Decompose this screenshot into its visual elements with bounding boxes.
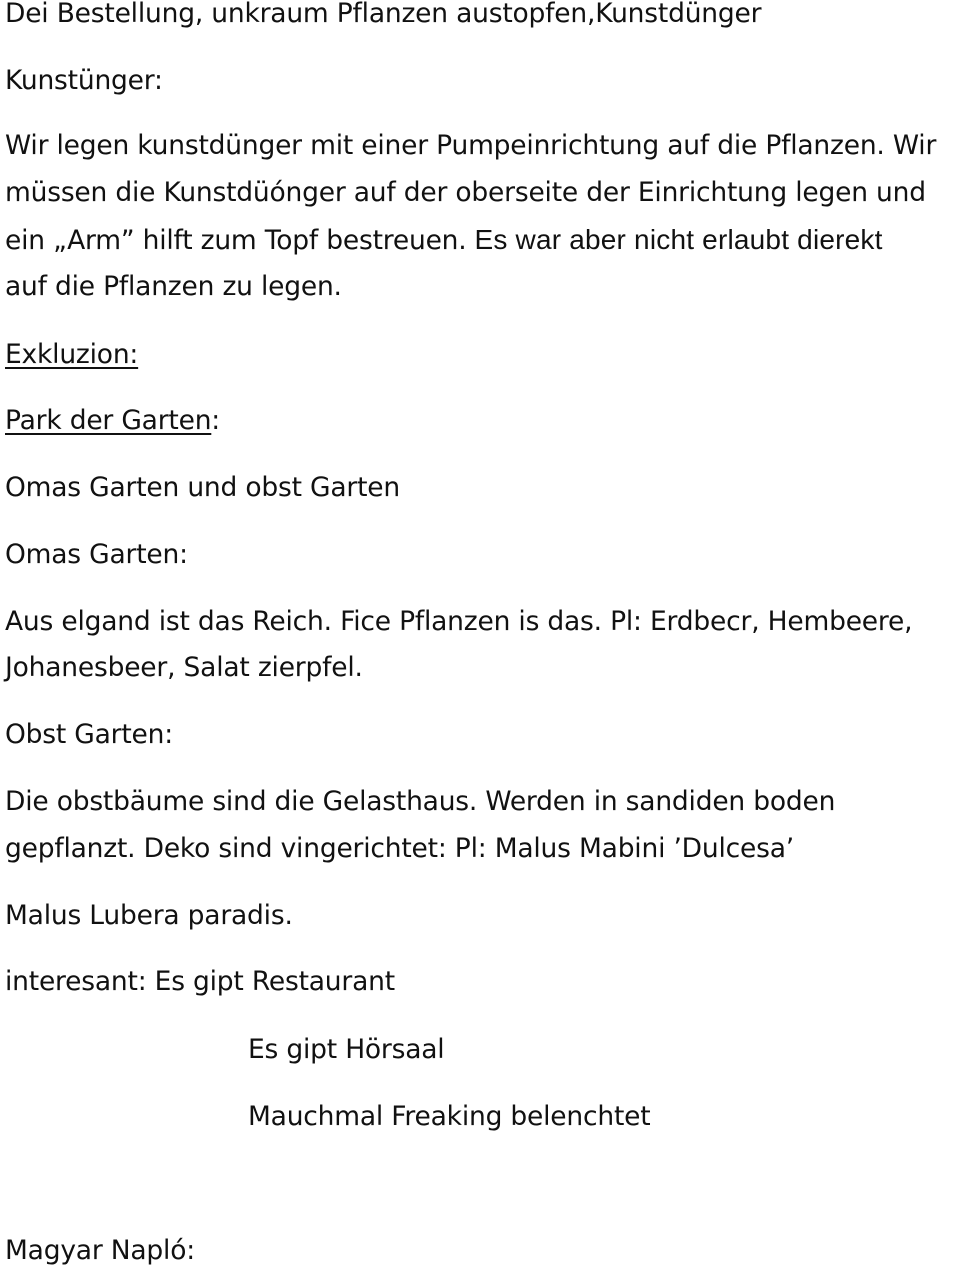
gardens-line: Omas Garten und obst Garten [5, 472, 400, 503]
kunstduenger-para-line-3-part-a: ein „Arm” hilft zum Topf bestreuen. [5, 225, 467, 256]
exkluzion-heading: Exkluzion: [5, 339, 139, 370]
kunstduenger-heading: Kunstünger: [5, 65, 163, 96]
park-heading-line [5, 404, 220, 438]
omas-garten-line-1: Aus elgand ist das Reich. Fice Pflanzen is das. Pl: Erdbecr, Hembeere, [5, 606, 913, 637]
park-heading-colon: : [211, 405, 221, 436]
title-line: Dei Bestellung, unkraum Pflanzen austopfen,Kunstdünger [5, 0, 762, 29]
obst-garten-line-2: gepflanzt. Deko sind vingerichtet: Pl: Malus Mabini ’Dulcesa’ [5, 833, 794, 864]
obst-garten-line-3: Malus Lubera paradis. [5, 900, 293, 931]
magyar-heading: Magyar Napló: [5, 1235, 195, 1266]
interesant-line-2: Es gipt Hörsaal [248, 1034, 445, 1065]
interesant-line-1: interesant: Es gipt Restaurant [5, 966, 395, 997]
interesant-line-3: Mauchmal Freaking belenchtet [248, 1101, 651, 1132]
park-heading: Park der Garten [5, 405, 212, 436]
omas-garten-heading: Omas Garten: [5, 539, 188, 570]
kunstduenger-para-line-3-part-b: Es war aber nicht erlaubt dierekt [466, 224, 883, 255]
obst-garten-heading: Obst Garten: [5, 719, 173, 750]
obst-garten-line-1: Die obstbäume sind die Gelasthaus. Werden in sandiden boden [5, 786, 836, 817]
kunstduenger-para-line-1: Wir legen kunstdünger mit einer Pumpeinrichtung auf die Pflanzen. Wir [5, 130, 937, 161]
kunstduenger-para-line-2: müssen die Kunstdüónger auf der oberseite der Einrichtung legen und [5, 177, 926, 208]
kunstduenger-para-line-4: auf die Pflanzen zu legen. [5, 271, 342, 302]
omas-garten-line-2: Johanesbeer, Salat zierpfel. [5, 652, 363, 683]
kunstduenger-para-line-3 [5, 223, 883, 258]
